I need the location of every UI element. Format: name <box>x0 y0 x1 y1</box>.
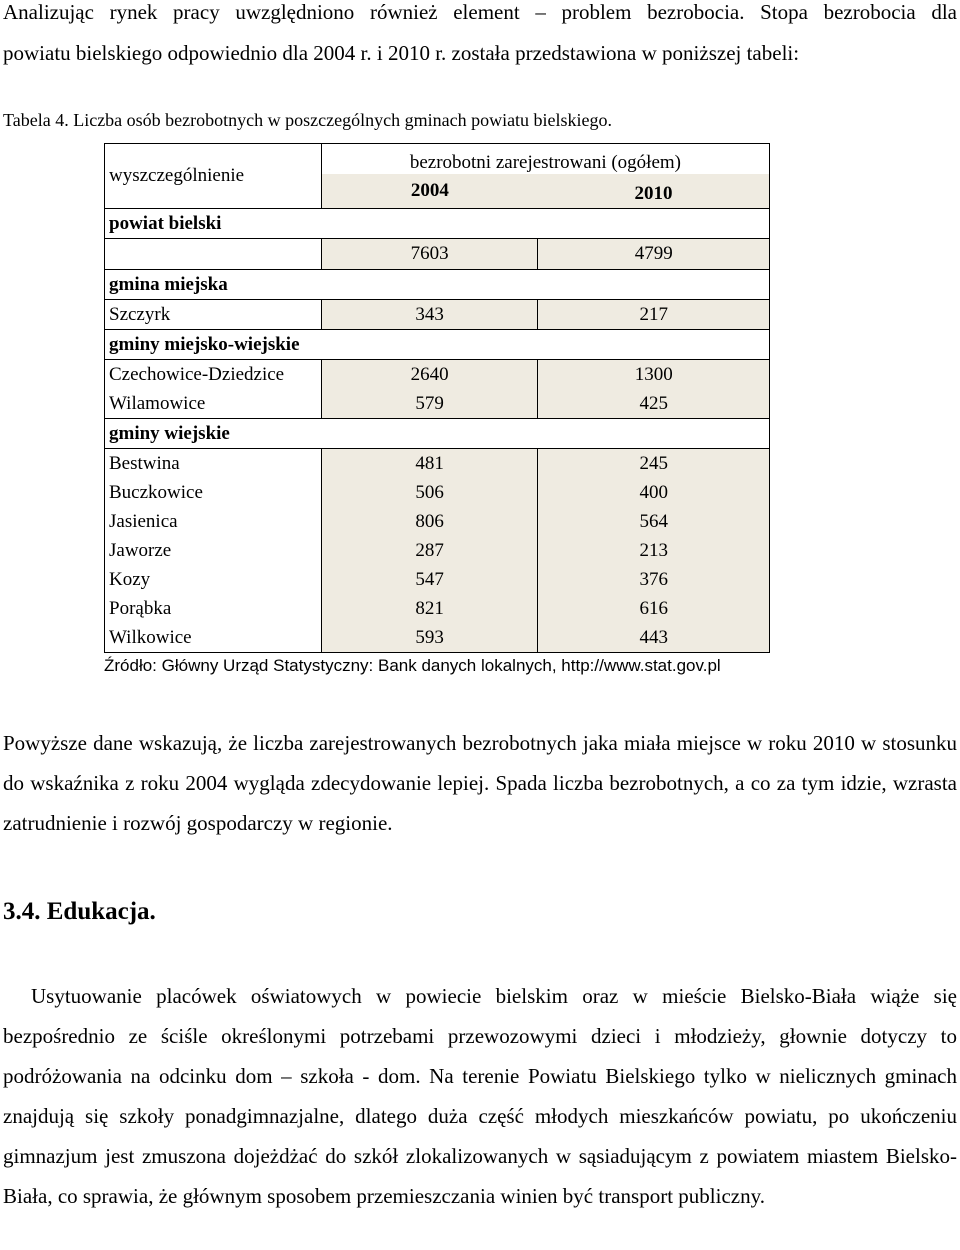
table-row <box>105 300 770 330</box>
header-group: bezrobotni zarejestrowani (ogółem) <box>321 144 769 175</box>
row-label: Jasienica <box>105 507 322 536</box>
value-2004: 593 <box>321 623 538 653</box>
table-caption: Tabela 4. Liczba osób bezrobotnych w poszczególnych gminach powiatu bielskiego. <box>3 110 613 130</box>
value-2004: 481 <box>321 449 538 479</box>
row-label-powiat: powiat bielski <box>105 209 770 239</box>
value-2004: 547 <box>321 565 538 594</box>
row-label: Porąbka <box>105 594 322 623</box>
row-label-empty <box>105 239 322 270</box>
value-2004: 506 <box>321 478 538 507</box>
section-heading: 3.4. Edukacja. <box>3 898 156 925</box>
value-2010: 425 <box>538 389 770 419</box>
intro-line-2: powiatu bielskiego odpowiednio dla 2004 r. i 2010 r. została przedstawiona w poniższej tabeli: <box>3 41 800 65</box>
table-row <box>105 209 770 239</box>
table-row <box>105 419 770 449</box>
table-row <box>105 623 770 653</box>
group-label: gminy miejsko-wiejskie <box>105 330 770 360</box>
value-2004: 821 <box>321 594 538 623</box>
value-2004: 579 <box>321 389 538 419</box>
value-2004: 343 <box>321 300 538 330</box>
table-row <box>105 330 770 360</box>
value-2010: 400 <box>538 478 770 507</box>
table-header-row <box>105 144 770 175</box>
table-row <box>105 360 770 390</box>
table-row <box>105 449 770 479</box>
header-year-2004: 2004 <box>321 174 538 209</box>
row-label: Bestwina <box>105 449 322 479</box>
value-2010: 616 <box>538 594 770 623</box>
paragraph-summary: Powyższe dane wskazują, że liczba zarejestrowanych bezrobotnych jaka miała miejsce w roku 2010 w stosunku do wskaźnika z roku 2004 wygląda zdecydowanie lepiej. Spada liczba bezrobotnych, a co za tym idzie, wzrasta zatrudnienie i rozwój gospodarczy w regionie. <box>3 731 957 835</box>
row-label: Kozy <box>105 565 322 594</box>
value-2004: 7603 <box>321 239 538 270</box>
unemployment-table <box>104 143 770 653</box>
value-2010: 443 <box>538 623 770 653</box>
table-source: Źródło: Główny Urząd Statystyczny: Bank danych lokalnych, http://www.stat.gov.pl <box>104 656 721 675</box>
table-row <box>105 536 770 565</box>
value-2010: 217 <box>538 300 770 330</box>
table-row <box>105 594 770 623</box>
row-label: Wilamowice <box>105 389 322 419</box>
value-2010: 4799 <box>538 239 770 270</box>
header-year-2010: 2010 <box>538 174 770 209</box>
row-label: Buczkowice <box>105 478 322 507</box>
table-row <box>105 239 770 270</box>
row-label: Czechowice-Dziedzice <box>105 360 322 390</box>
value-2004: 806 <box>321 507 538 536</box>
paragraph-education: Usytuowanie placówek oświatowych w powiecie bielskim oraz w mieście Bielsko-Biała wiąże się bezpośrednio ze ściśle określonymi potrzebami przewozowymi dzieci i młodzieży, głownie dotyczy to podróżowania na odcinku dom – szkoła - dom. Na terenie Powiatu Bielskiego tylko w nielicznych gminach znajdują się szkoły ponadgimnazjalne, dlatego duża część młodych mieszkańców powiatu, po ukończeniu gimnazjum jest zmuszona dojeżdżać do szkół zlokalizowanych w sąsiadującym z powiatem miastem Bielsko-Biała, co sprawia, że głównym sposobem przemieszczania winien być transport publiczny. <box>3 984 957 1208</box>
table-row <box>105 270 770 300</box>
row-label: Wilkowice <box>105 623 322 653</box>
value-2010: 564 <box>538 507 770 536</box>
value-2004: 2640 <box>321 360 538 390</box>
group-label: gminy wiejskie <box>105 419 770 449</box>
table-row <box>105 565 770 594</box>
table-row <box>105 389 770 419</box>
row-label: Szczyrk <box>105 300 322 330</box>
table-row <box>105 507 770 536</box>
value-2004: 287 <box>321 536 538 565</box>
value-2010: 213 <box>538 536 770 565</box>
header-label: wyszczególnienie <box>105 144 322 209</box>
value-2010: 376 <box>538 565 770 594</box>
value-2010: 1300 <box>538 360 770 390</box>
row-label: Jaworze <box>105 536 322 565</box>
intro-line-1: Analizując rynek pracy uwzględniono również element – problem bezrobocia. Stopa bezrobocia dla <box>3 0 957 24</box>
group-label: gmina miejska <box>105 270 770 300</box>
value-2010: 245 <box>538 449 770 479</box>
table-row <box>105 478 770 507</box>
